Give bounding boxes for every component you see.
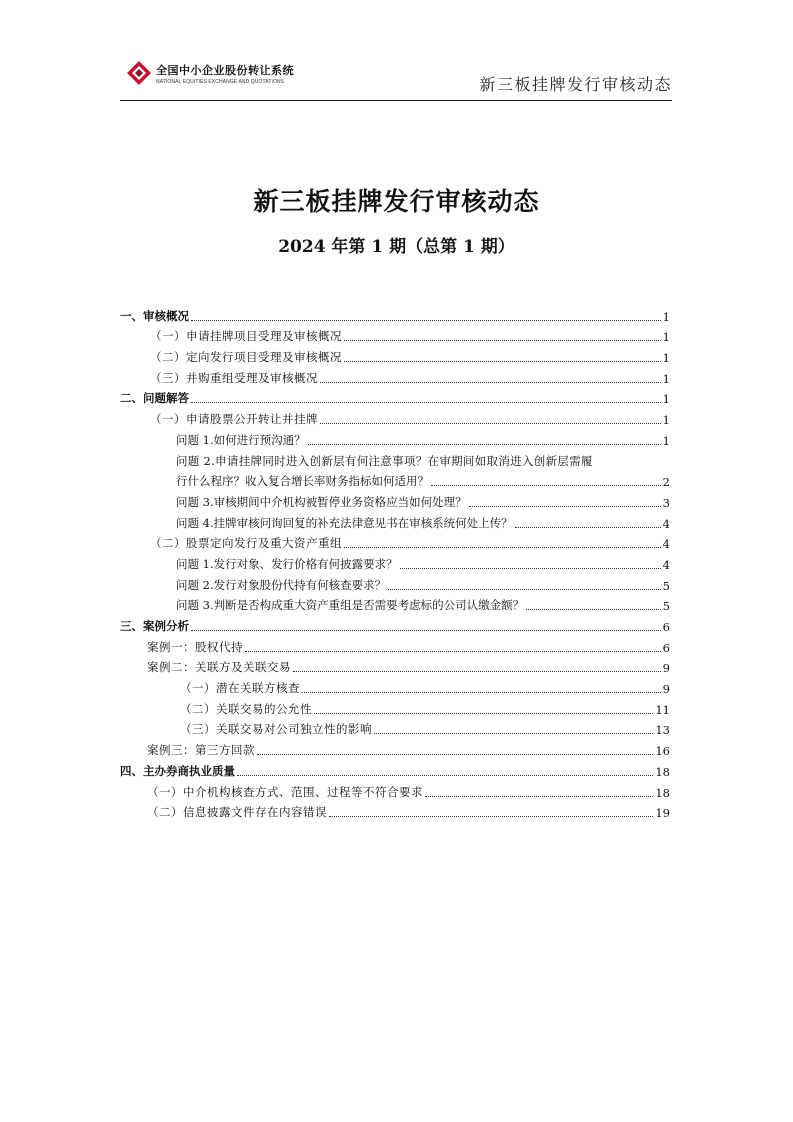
toc-entry[interactable]: 二、问题解答 1 (120, 391, 670, 407)
toc-entry[interactable]: 案例三：第三方回款 16 (147, 743, 670, 759)
toc-entry[interactable]: 问题 1.如何进行预沟通？ 1 (176, 432, 670, 448)
toc-entry[interactable]: （二）定向发行项目受理及审核概况 1 (150, 350, 670, 366)
toc-entry[interactable]: 案例一：股权代持 6 (147, 639, 670, 655)
toc-entry[interactable]: 问题 1.发行对象、发行价格有何披露要求？ 4 (176, 556, 670, 572)
toc-entry[interactable]: 问题 2.发行对象股份代持有何核查要求？ 5 (176, 577, 670, 593)
toc-entry[interactable]: 一、审核概况 1 (120, 308, 670, 324)
toc-entry[interactable]: （二）股票定向发行及重大资产重组 4 (150, 536, 670, 552)
toc-entry[interactable]: （二）信息披露文件存在内容错误 19 (147, 805, 670, 821)
page-header (120, 58, 672, 101)
org-name-en: NATIONAL EQUITIES EXCHANGE AND QUOTATIONS (156, 79, 285, 85)
org-name (156, 62, 294, 85)
header-title: 新三板挂牌发行审核动态 (479, 75, 672, 94)
neeq-logo-icon (126, 60, 152, 86)
toc-entry[interactable]: 案例二：关联方及关联交易 9 (147, 660, 670, 676)
table-of-contents (120, 303, 670, 820)
toc-entry[interactable]: 三、案例分析 6 (120, 619, 670, 634)
toc-entry[interactable]: 问题 4.挂牌审核问询回复的补充法律意见书在审核系统何处上传？ 4 (176, 515, 670, 531)
toc-entry[interactable]: （一）申请挂牌项目受理及审核概况 1 (150, 329, 670, 345)
toc-entry[interactable]: （一）潜在关联方核查 9 (180, 681, 670, 697)
toc-entry[interactable]: 问题 3.判断是否构成重大资产重组是否需要考虑标的公司认缴金额？ 5 (176, 598, 670, 614)
document-title: 新三板挂牌发行审核动态 (253, 187, 540, 216)
document-subtitle: 2024 年第 1 期（总第 1 期） (278, 237, 515, 257)
toc-entry-continued[interactable]: 行什么程序？收入复合增长率财务指标如何适用？ 2 (176, 474, 670, 490)
toc-entry[interactable]: （一）中介机构核查方式、范围、过程等不符合要求 18 (147, 784, 670, 800)
toc-entry[interactable]: （二）关联交易的公允性 11 (180, 701, 670, 717)
toc-entry[interactable]: （三）关联交易对公司独立性的影响 13 (180, 722, 670, 738)
toc-entry[interactable]: （三）并购重组受理及审核概况 1 (150, 370, 670, 386)
toc-entry[interactable]: 问题 3.审核期间中介机构被暂停业务资格应当如何处理？ 3 (176, 494, 670, 510)
toc-entry[interactable]: （一）申请股票公开转让并挂牌 1 (150, 412, 670, 428)
toc-entry[interactable]: 四、主办券商执业质量 18 (120, 763, 670, 779)
toc-entry[interactable]: 问题 2.申请挂牌同时进入创新层有何注意事项？在审期间如取消进入创新层需履 (176, 453, 593, 468)
org-name-cn: 全国中小企业股份转让系统 (156, 64, 294, 77)
